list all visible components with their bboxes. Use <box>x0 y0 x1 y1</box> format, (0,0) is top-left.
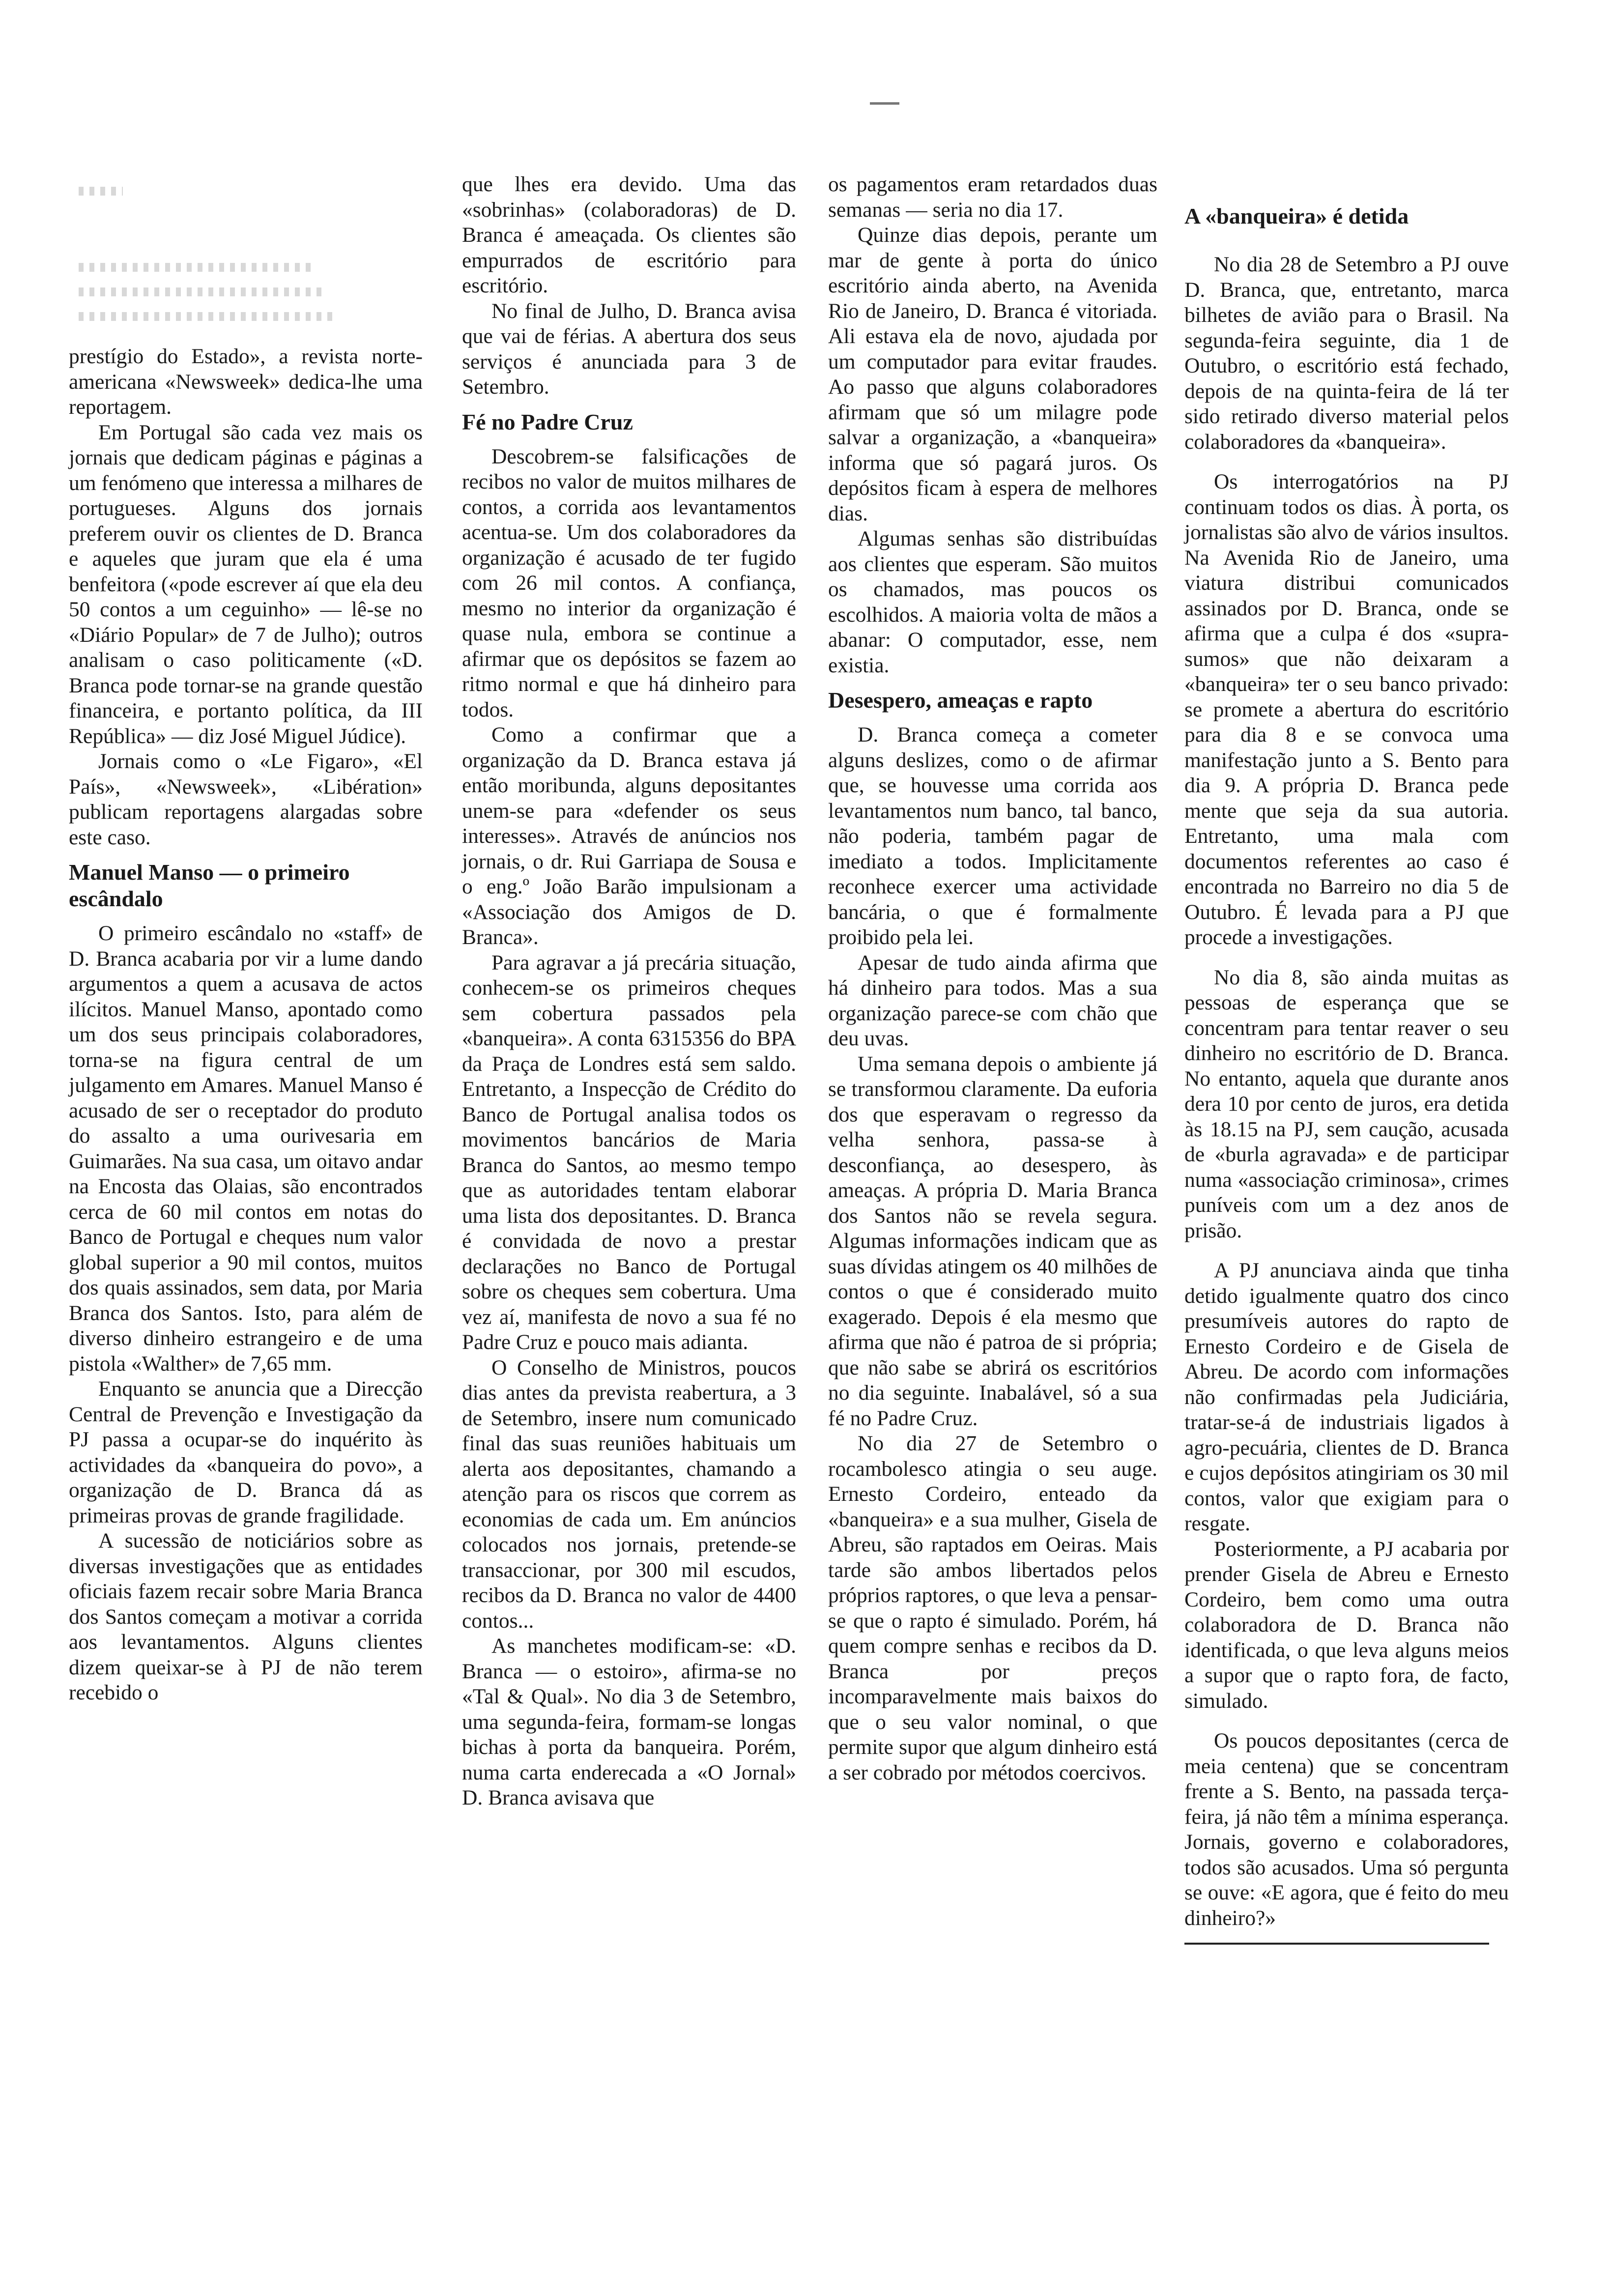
top-mark <box>870 102 899 105</box>
col3-paragraph: Apesar de tudo ainda afirma que há dinheiro para todos. Mas a sua organização parece-se com chão que deu uvas. <box>828 950 1157 1050</box>
col3-paragraph: Algumas senhas são distribuídas aos clientes que esperam. São muitos os chamados, mas poucos os escolhidos. A maioria volta de mãos a abanar: O computador, esse, nem existia. <box>828 527 1157 677</box>
heading-fe-padre-cruz: Fé no Padre Cruz <box>462 409 633 434</box>
column-4 <box>1184 194 1509 1945</box>
heading-manuel-manso: Manuel Manso — o primeiro escândalo <box>69 860 350 911</box>
closing-rule <box>1184 1943 1489 1945</box>
column-2 <box>462 172 796 1811</box>
column-1 <box>69 177 423 1706</box>
spacer <box>1184 455 1509 469</box>
col4-paragraph: No dia 28 de Setembro a PJ ouve D. Branca, que, entretanto, marca bilhetes de avião para o Brasil. Na segunda-feira seguinte, dia 1 de Outubro, o escritório está fechado, depois de na quinta-feira de lá ter sido retirado diverso material pelos colaboradores da «banqueira». <box>1184 253 1509 454</box>
col2-paragraph: Como a confirmar que a organização da D. Branca estava já então moribunda, alguns depositantes unem-se para «defender os seus interesses». Através de anúncios nos jornais, o dr. Rui Garriapa de Sousa e o eng.º João Barão impulsionam a «Associação dos Amigos de D. Branca». <box>462 723 796 949</box>
col4-paragraph: Os interrogatórios na PJ continuam todos os dias. À porta, os jornalistas são alvo de vários insultos. Na Avenida Rio de Janeiro, uma viatura distribui comunicados assinados por D. Branca, onde se afirma que a culpa é dos «supra-sumos» que não deixaram a «banqueira» ter o seu banco privado: se promete a abertura do escritório para dia 8 e se convoca uma manifestação junto a S. Bento para dia 9. A própria D. Branca pede mente que seja da sua autoria. Entretanto, uma mala com documentos referentes ao caso é encontrada no Barreiro no dia 5 de Outubro. É levada para a PJ que procede a investigações. <box>1184 470 1509 949</box>
col1-paragraph: Em Portugal são cada vez mais os jornais que dedicam páginas e páginas a um fenómeno que interessa a milhares de portugueses. Alguns dos jornais preferem ouvir os clientes de D. Branca e aqueles que juram que ela é uma benfeitora («pode escrever aí que ela deu 50 contos a um ceguinho» — lê-se no «Diário Popular» de 7 de Julho); outros analisam o caso politicamente («D. Branca pode tornar-se na grande questão financeira, e portanto política, da III República» — diz José Miguel Júdice). <box>69 420 423 748</box>
col2-paragraph: que lhes era devido. Uma das «sobrinhas» (colaboradoras) de D. Branca é ameaçada. Os clientes são empurrados de escritório para escritório. <box>462 172 796 297</box>
faded-header-area <box>69 177 423 344</box>
col2-paragraph: No final de Julho, D. Branca avisa que vai de férias. A abertura dos seus serviços é anunciada para 3 de Setembro. <box>462 299 796 399</box>
col3-paragraph: Quinze dias depois, perante um mar de gente à porta do único escritório ainda aberto, na Avenida Rio de Janeiro, D. Branca é vitoriada. Ali estava ela de novo, ajudada por um computador para evitar fraudes. Ao passo que alguns colaboradores afirmam que só um milagre pode salvar a organização, a «banqueira» informa que só pagará juros. Os depósitos ficam à espera de melhores dias. <box>828 223 1157 525</box>
heading-desespero: Desespero, ameaças e rapto <box>828 688 1093 713</box>
col4-paragraph: Os poucos depositantes (cerca de meia centena) que se concentram frente a S. Bento, na passada terça-feira, já não têm a mínima esperança. Jornais, governo e colaboradores, todos são acusados. Uma só pergunta se ouve: «E agora, que é feito do meu dinheiro?» <box>1184 1729 1509 1930</box>
col2-paragraph: O Conselho de Ministros, poucos dias antes da prevista reabertura, a 3 de Setembro, insere num comunicado final das suas reuniões habituais um alerta aos depositantes, chamando a atenção para os riscos que correm as economias de cada um. Em anúncios colocados nos jornais, pretende-se transaccionar, por 300 mil escudos, recibos da D. Branca no valor de 4400 contos... <box>462 1355 796 1633</box>
column-3 <box>828 172 1157 1785</box>
col1-paragraph: A sucessão de noticiários sobre as diversas investigações que as entidades oficiais fazem recair sobre Maria Branca dos Santos começam a motivar a corrida aos levantamentos. Alguns clientes dizem queixar-se à PJ de não terem recebido o <box>69 1529 423 1704</box>
col2-paragraph: Descobrem-se falsificações de recibos no valor de muitos milhares de contos, a corrida aos levantamentos acentua-se. Um dos colaboradores da organização é acusado de ter fugido com 26 mil contos. A confiança, mesmo no interior da organização é quase nula, embora se continue a afirmar que os depósitos se fazem ao ritmo normal e que há dinheiro para todos. <box>462 444 796 721</box>
heading-banqueira-detida: A «banqueira» é detida <box>1184 203 1409 229</box>
spacer <box>1184 1243 1509 1258</box>
col4-paragraph: Posteriormente, a PJ acabaria por prender Gisela de Abreu e Ernesto Cordeiro, bem como uma outra colaboradora de D. Branca não identificada, o que leva alguns meios a supor que o rapto fora, de facto, simulado. <box>1184 1537 1509 1713</box>
col1-paragraph: Jornais como o «Le Figaro», «El País», «Newsweek», «Libération» publicam reportagens alargadas sobre este caso. <box>69 749 423 849</box>
col1-paragraph: O primeiro escândalo no «staff» de D. Branca acabaria por vir a lume dando argumentos a quem a acusava de actos ilícitos. Manuel Manso, apontado como um dos seus principais colaboradores, torna-se na figura central de um julgamento em Amares. Manuel Manso é acusado de ser o receptador do produto do assalto a uma ourivesaria em Guimarães. Na sua casa, um oitavo andar na Encosta das Olaias, são encontrados cerca de 60 mil contos em notas do Banco de Portugal e cheques num valor global superior a 90 mil contos, muitos dos quais assinados, sem data, por Maria Branca dos Santos. Isto, para além de diverso dinheiro estrangeiro e de uma pistola «Walther» de 7,65 mm. <box>69 921 423 1376</box>
col3-paragraph: D. Branca começa a cometer alguns deslizes, como o de afirmar que, se houvesse uma corrida aos levantamentos num banco, tal banco, não poderia, também pagar de imediato a todos. Implicitamente reconhece exercer uma actividade bancária, o que é formalmente proibido pela lei. <box>828 723 1157 949</box>
spacer <box>1184 1714 1509 1728</box>
col2-paragraph: Para agravar a já precária situação, conhecem-se os primeiros cheques sem cobertura passados pela «banqueira». A conta 6315356 do BPA da Praça de Londres está sem saldo. Entretanto, a Inspecção de Crédito do Banco de Portugal analisa todos os movimentos bancários de Maria Branca do Santos, ao mesmo tempo que as autoridades tentam elaborar uma lista dos depositantes. D. Branca é convidada de novo a prestar declarações no Banco de Portugal sobre os cheques sem cobertura. Uma vez aí, manifesta de novo a sua fé no Padre Cruz e pouco mais adianta. <box>462 950 796 1354</box>
col3-paragraph: os pagamentos eram retardados duas semanas — seria no dia 17. <box>828 172 1157 222</box>
col4-paragraph: No dia 8, são ainda muitas as pessoas de esperança que se concentram para tentar reaver o seu dinheiro no escritório de D. Branca. No entanto, aquela que durante anos dera 10 por cento de juros, era detida às 18.15 na PJ, sem caução, acusada de «burla agravada» e de participar numa «associação criminosa», crimes puníveis com um a dez anos de prisão. <box>1184 965 1509 1242</box>
col2-paragraph: As manchetes modificam-se: «D. Branca — o estoiro», afirma-se no «Tal & Qual». No dia 3 de Setembro, uma segunda-feira, formam-se longas bichas à porta da banqueira. Porém, numa carta enderecada a «O Jornal» D. Branca avisava que <box>462 1634 796 1809</box>
col3-paragraph: Uma semana depois o ambiente já se transformou claramente. Da euforia dos que esperavam o regresso da velha senhora, passa-se à desconfiança, ao desespero, às ameaças. A própria D. Maria Branca dos Santos não se revela segura. Algumas informações indicam que as suas dívidas atingem os 40 milhões de contos o que é considerado muito exagerado. Depois é ela mesmo que afirma que não é patroa de si própria; que não sabe se abrirá os escritórios no dia seguinte. Inabalável, só a sua fé no Padre Cruz. <box>828 1052 1157 1430</box>
spacer <box>1184 950 1509 965</box>
col3-paragraph: No dia 27 de Setembro o rocambolesco atingia o seu auge. Ernesto Cordeiro, enteado da «banqueira» e a sua mulher, Gisela de Abreu, são raptados em Oeiras. Mais tarde são ambos libertados pelos próprios raptores, o que leva a pensar-se que o rapto é simulado. Porém, há quem compre senhas e recibos da D. Branca por preços incomparavelmente mais baixos do que o seu valor nominal, o que permite supor que algum dinheiro está a ser cobrado por métodos coercivos. <box>828 1432 1157 1784</box>
col1-paragraph: prestígio do Estado», a revista norte-americana «Newsweek» dedica-lhe uma reportagem. <box>69 344 423 419</box>
col1-paragraph: Enquanto se anuncia que a Direcção Central de Prevenção e Investigação da PJ passa a ocupar-se do inquérito às actividades da «banqueira do povo», a organização de D. Branca dá as primeiras provas de grande fragilidade. <box>69 1377 423 1527</box>
spacer <box>1184 238 1509 252</box>
col4-paragraph: A PJ anunciava ainda que tinha detido igualmente quatro dos cinco presumíveis autores do rapto de Ernesto Cordeiro e de Gisela de Abreu. De acordo com informações não confirmadas pela Judiciária, tratar-se-á de industriais ligados à agro-pecuária, clientes de D. Branca e cujos depósitos atingiriam os 30 mil contos, valor que exigiam para o resgate. <box>1184 1259 1509 1535</box>
